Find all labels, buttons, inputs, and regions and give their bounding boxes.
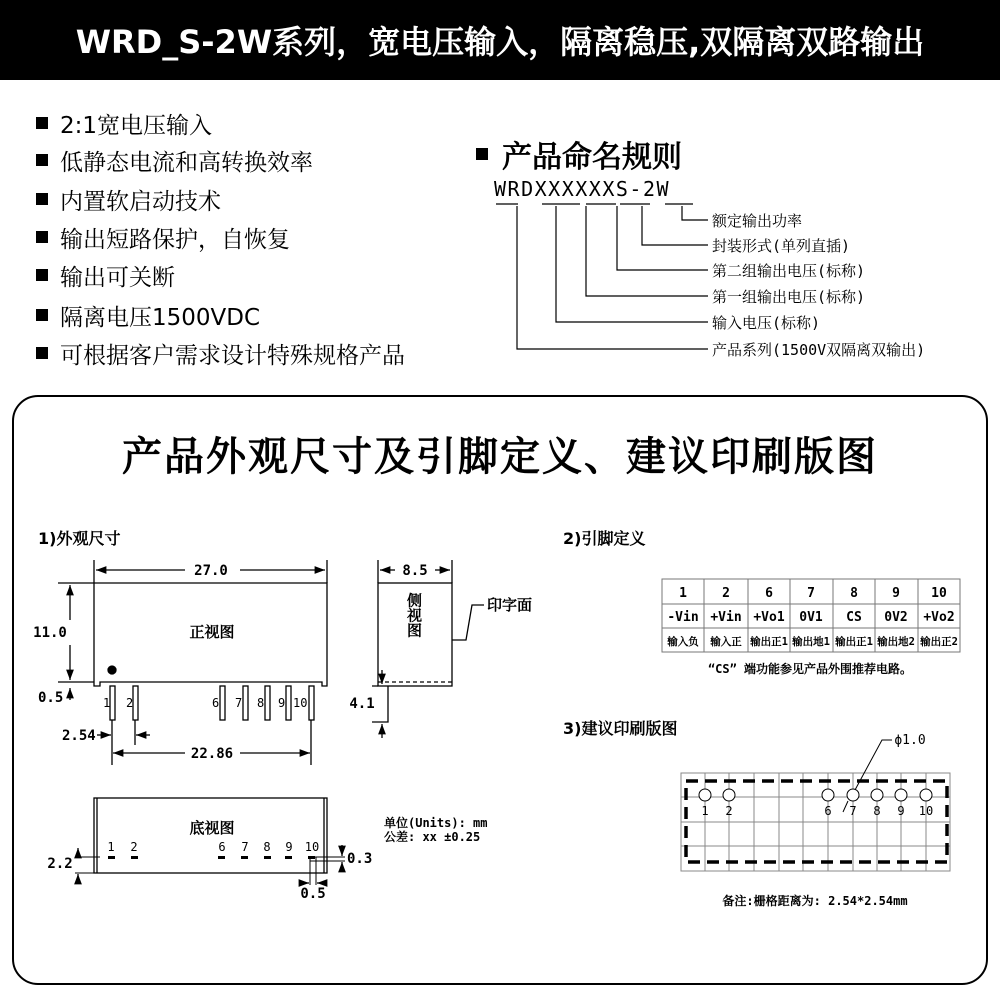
- pin-desc: 输出正2: [920, 636, 958, 648]
- pin-number: 7: [807, 586, 815, 601]
- naming-title-text: 产品命名规则: [502, 140, 682, 175]
- pin-label: 1: [107, 840, 115, 854]
- feature-text: 2:1宽电压输入: [60, 112, 213, 139]
- bottom-view: [47, 798, 487, 902]
- naming-item: 封装形式(单列直插): [712, 237, 851, 255]
- dim-span: 22.86: [190, 746, 234, 762]
- pin-label: 1: [103, 696, 111, 710]
- pin-label: 6: [218, 840, 226, 854]
- pin-name: +Vo2: [923, 610, 955, 625]
- dim-bottom-offset: 2.2: [47, 856, 73, 872]
- side-view: [349, 560, 532, 738]
- pcb-pin-label: 7: [849, 804, 857, 818]
- dimensions-title: 1)外观尺寸: [38, 529, 121, 548]
- pin-desc: 输出正1: [835, 636, 873, 648]
- print-face-label: 印字面: [487, 596, 533, 614]
- pinout-title: 2)引脚定义: [563, 529, 646, 548]
- side-view-label: 侧视图: [405, 592, 423, 638]
- feature-text: 输出短路保护，自恢复: [60, 226, 290, 253]
- dim-length: 27.0: [194, 563, 228, 579]
- feature-text: 内置软启动技术: [60, 188, 221, 215]
- front-view: [33, 560, 327, 765]
- pcb-note: 备注:栅格距离为: 2.54*2.54mm: [722, 894, 908, 908]
- pin-label: 2: [130, 840, 138, 854]
- pin-label: 8: [263, 840, 271, 854]
- pin-label: 10: [304, 840, 320, 854]
- pcb-pin-label: 9: [897, 804, 905, 818]
- pcb-pin-label: 1: [701, 804, 709, 818]
- bottom-view-label: 底视图: [189, 819, 235, 837]
- pin-number: 1: [679, 586, 687, 601]
- pin-name: +Vo1: [753, 610, 785, 625]
- feature-text: 可根据客户需求设计特殊规格产品: [60, 342, 405, 369]
- pin-desc: 输出地2: [877, 636, 915, 648]
- pin-desc: 输出正1: [750, 636, 788, 648]
- model-code: WRDXXXXXXS-2W: [494, 177, 671, 201]
- dim-standoff: 0.5: [38, 690, 64, 706]
- pin-desc: 输入负: [667, 636, 699, 648]
- dim-pin-length: 4.1: [349, 696, 375, 712]
- naming-item: 第一组输出电压(标称): [712, 288, 866, 306]
- pin-label: 7: [235, 696, 243, 710]
- pin-name: +Vin: [710, 610, 742, 625]
- dim-pitch: 2.54: [62, 728, 96, 744]
- dim-height: 11.0: [33, 625, 67, 641]
- cs-note: “CS” 端功能参见产品外围推荐电路。: [707, 662, 913, 676]
- hole-diameter: ϕ1.0: [894, 733, 926, 748]
- naming-item: 输入电压(标称): [712, 314, 821, 332]
- tolerance-text: 公差: xx ±0.25: [384, 830, 481, 844]
- front-view-label: 正视图: [189, 623, 235, 641]
- pinout-table: [662, 579, 960, 676]
- pin-label: 6: [212, 696, 220, 710]
- pin-label: 7: [241, 840, 249, 854]
- pin-number: 10: [931, 586, 947, 601]
- pin-number: 9: [892, 586, 900, 601]
- pin-label: 8: [257, 696, 265, 710]
- pin-number: 2: [722, 586, 730, 601]
- dim-width: 8.5: [402, 563, 428, 579]
- pin-number: 6: [765, 586, 773, 601]
- feature-text: 低静态电流和高转换效率: [60, 149, 313, 176]
- naming-diagram: [494, 177, 925, 359]
- pcb-pin-label: 2: [725, 804, 733, 818]
- pin-name: 0V1: [799, 610, 823, 625]
- pcb-layout: [681, 733, 950, 908]
- feature-text: 输出可关断: [60, 264, 175, 291]
- dim-pin-width: 0.3: [347, 851, 373, 867]
- pcb-title: 3)建议印刷版图: [563, 719, 678, 738]
- page-header: WRD_S-2W系列，宽电压输入，隔离稳压,双隔离双路输出: [0, 0, 1000, 80]
- pcb-pin-label: 10: [918, 804, 934, 818]
- pin-name: -Vin: [667, 610, 699, 625]
- naming-item: 额定输出功率: [712, 212, 803, 230]
- pin-desc: 输出地1: [792, 636, 830, 648]
- pcb-pin-label: 8: [873, 804, 881, 818]
- pin-number: 8: [850, 586, 858, 601]
- pin-label: 9: [285, 840, 293, 854]
- pin-label: 2: [126, 696, 134, 710]
- feature-text: 隔离电压1500VDC: [60, 304, 261, 331]
- pin-label: 10: [293, 696, 308, 710]
- naming-item: 第二组输出电压(标称): [712, 262, 866, 280]
- units-text: 单位(Units): mm: [384, 816, 488, 830]
- pin-label: 9: [278, 696, 286, 710]
- pin-desc: 输入正: [710, 636, 742, 648]
- naming-item: 产品系列(1500V双隔离双输出): [712, 341, 926, 359]
- dim-pin-depth: 0.5: [300, 886, 326, 902]
- pin-name: 0V2: [884, 610, 908, 625]
- section-title: 产品外观尺寸及引脚定义、建议印刷版图: [122, 434, 878, 480]
- pin-name: CS: [846, 610, 862, 625]
- pcb-pin-label: 6: [824, 804, 832, 818]
